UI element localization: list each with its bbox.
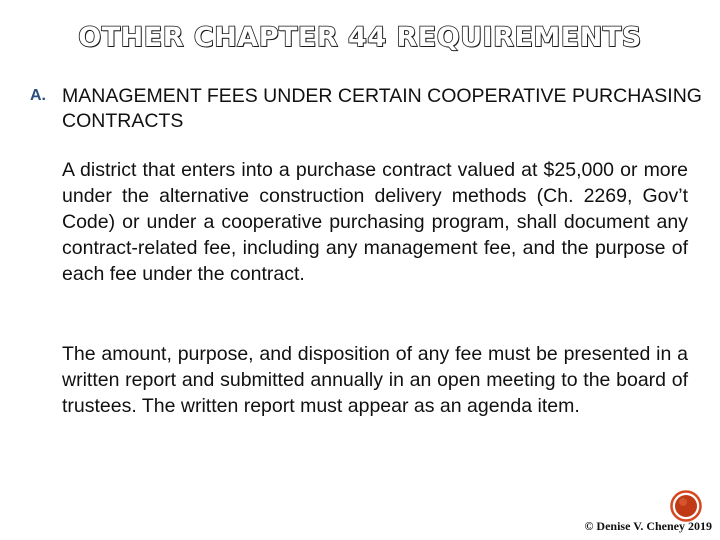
copyright-notice: © Denise V. Cheney 2019 <box>584 519 712 533</box>
section-heading: MANAGEMENT FEES UNDER CERTAIN COOPERATIVE PURCHASING CONTRACTS <box>62 85 702 132</box>
body-paragraph-2: The amount, purpose, and disposition of any fee must be presented in a written report and submitted annually in an open meeting to the board of trustees. The written report must appear as an agenda item. <box>62 343 688 417</box>
body-paragraph-1: A district that enters into a purchase contract valued at $25,000 or more under the alternative construction delivery methods (Ch. 2269, Gov’t Code) or under a cooperative purchasing program, shall document any contract-related fee, including any management fee, and the purpose of each fee under the contract. <box>62 159 688 285</box>
circle-badge-icon <box>670 490 702 522</box>
section-marker: A. <box>30 87 46 104</box>
slide-title: OTHER CHAPTER 44 REQUIREMENTS <box>78 22 642 53</box>
